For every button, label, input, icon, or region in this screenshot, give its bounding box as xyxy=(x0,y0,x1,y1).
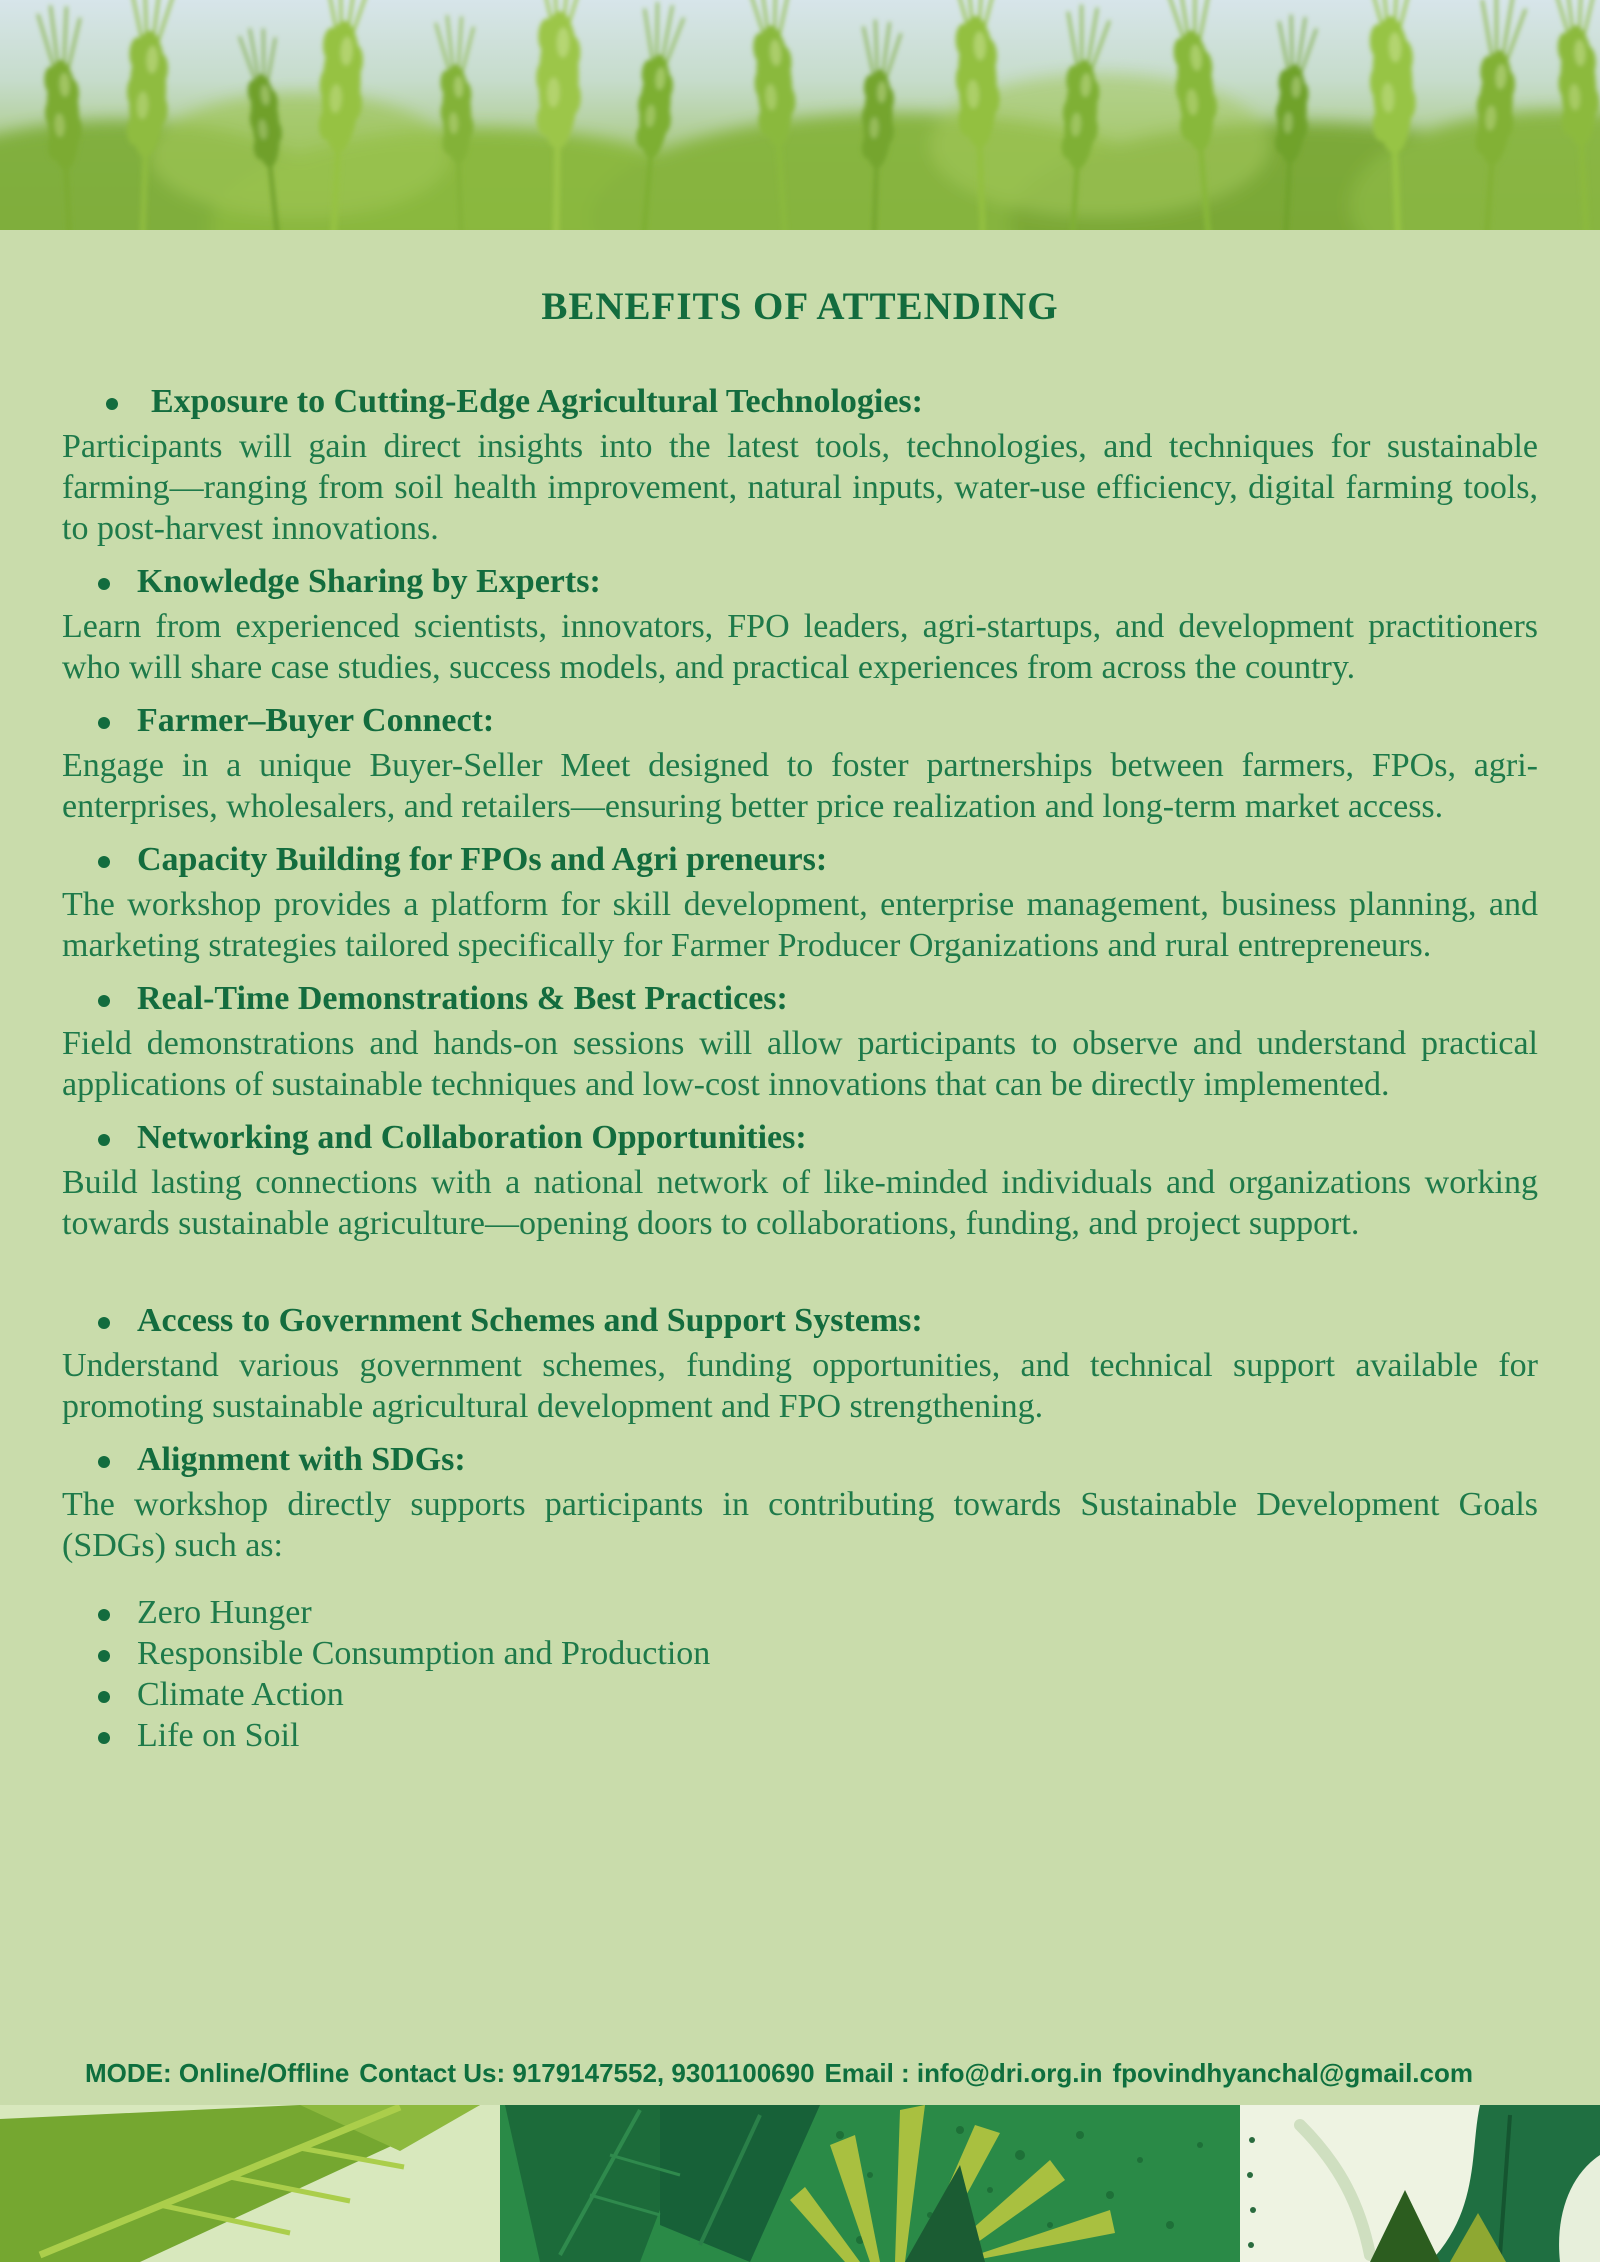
bullet-icon xyxy=(98,856,110,868)
benefit-body: The workshop provides a platform for skill development, enterprise management, business planning, and marketing strategies tailored specifically for Farmer Producer Organizations and rural entrepreneurs. xyxy=(62,886,1538,964)
benefit-body: Build lasting connections with a national network of like-minded individuals and organizations working towards sustainable agriculture—opening doors to collaborations, funding, and project support. xyxy=(62,1164,1538,1242)
benefits-section xyxy=(0,230,1600,1756)
bullet-icon xyxy=(98,1691,110,1703)
bullet-icon xyxy=(98,1732,110,1744)
bullet-icon xyxy=(98,1456,110,1468)
bullet-icon xyxy=(98,1650,110,1662)
benefit-heading: Networking and Collaboration Opportunities: xyxy=(62,1119,1538,1157)
contact-email: Email : info@dri.org.in xyxy=(824,2058,1103,2088)
bullet-icon xyxy=(98,717,110,729)
sdg-list xyxy=(62,1592,1538,1756)
contact-phones: Contact Us: 9179147552, 9301100690 xyxy=(359,2058,815,2088)
contact-footer xyxy=(0,2058,1600,2089)
benefit-heading: Farmer–Buyer Connect: xyxy=(62,702,1538,740)
benefit-item xyxy=(62,702,1538,827)
benefit-body: Learn from experienced scientists, innovators, FPO leaders, agri-startups, and development practitioners who will share case studies, success models, and practical experiences from across the country. xyxy=(62,608,1538,686)
bullet-icon xyxy=(98,578,110,590)
benefit-body: Engage in a unique Buyer-Seller Meet designed to foster partnerships between farmers, FPOs, agri-enterprises, wholesalers, and retailers—ensuring better price realization and long-term market access. xyxy=(62,747,1538,825)
benefit-body: Understand various government schemes, funding opportunities, and technical support available for promoting sustainable agricultural development and FPO strengthening. xyxy=(62,1347,1538,1425)
footer-leaf-illustration xyxy=(0,2105,1600,2262)
benefit-item xyxy=(62,1302,1538,1427)
benefit-body: Participants will gain direct insights into the latest tools, technologies, and techniques for sustainable farming—ranging from soil health improvement, natural inputs, water-use efficiency, digital farming tools, to post-harvest innovations. xyxy=(62,428,1538,547)
contact-email-secondary: fpovindhyanchal@gmail.com xyxy=(1112,2058,1473,2088)
page-title: BENEFITS OF ATTENDING xyxy=(541,285,1059,328)
bullet-icon xyxy=(98,1317,110,1329)
benefit-item xyxy=(62,1441,1538,1566)
benefit-item xyxy=(62,383,1538,549)
benefit-body: The workshop directly supports participants in contributing towards Sustainable Development Goals (SDGs) such as: xyxy=(62,1486,1538,1564)
bullet-icon xyxy=(98,1609,110,1621)
benefit-heading: Real-Time Demonstrations & Best Practices: xyxy=(62,980,1538,1018)
benefit-body: Field demonstrations and hands-on sessions will allow participants to observe and understand practical applications of sustainable techniques and low-cost innovations that can be directly implemented. xyxy=(62,1025,1538,1103)
benefit-heading: Exposure to Cutting-Edge Agricultural Technologies: xyxy=(62,383,1538,421)
sdg-item: Life on Soil xyxy=(62,1715,1538,1756)
benefit-item xyxy=(62,1119,1538,1244)
benefit-heading: Access to Government Schemes and Support Systems: xyxy=(62,1302,1538,1340)
bullet-icon xyxy=(106,398,118,410)
benefit-item xyxy=(62,841,1538,966)
bullet-icon xyxy=(98,995,110,1007)
sdg-item: Responsible Consumption and Production xyxy=(62,1633,1538,1674)
benefit-item xyxy=(62,980,1538,1105)
sdg-item: Climate Action xyxy=(62,1674,1538,1715)
sdg-item: Zero Hunger xyxy=(62,1592,1538,1633)
benefit-heading: Capacity Building for FPOs and Agri preneurs: xyxy=(62,841,1538,879)
benefit-item xyxy=(62,563,1538,688)
benefit-heading: Alignment with SDGs: xyxy=(62,1441,1538,1479)
mode-label: MODE: Online/Offline xyxy=(85,2058,350,2088)
wheat-field-banner-image xyxy=(0,0,1600,230)
bullet-icon xyxy=(98,1134,110,1146)
benefit-heading: Knowledge Sharing by Experts: xyxy=(62,563,1538,601)
